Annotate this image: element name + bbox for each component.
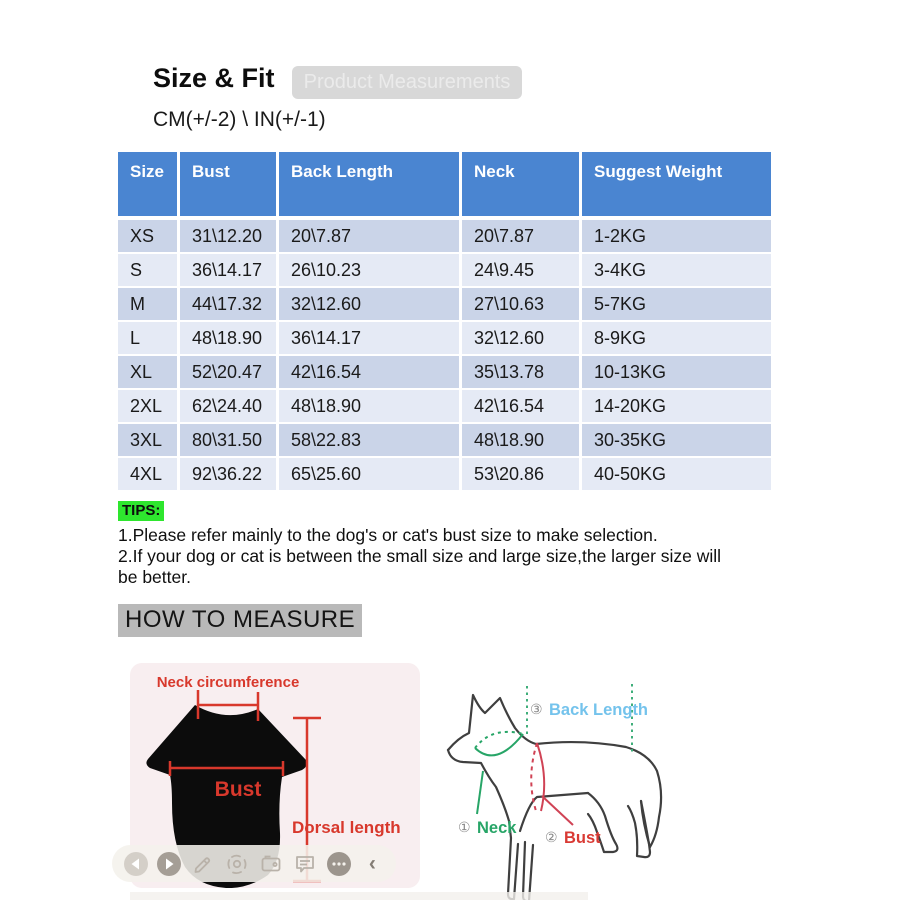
size-table [118,152,774,492]
cell: 20\7.87 [462,220,582,254]
tip-line: be better. [118,567,191,587]
cell: 65\25.60 [279,458,462,492]
play-icon [156,851,182,877]
cell: 44\17.32 [180,288,279,322]
cell: XS [118,220,180,254]
cell: 32\12.60 [462,322,582,356]
comment-button[interactable] [291,850,318,877]
bust-annotation [531,743,573,825]
play-button[interactable] [156,850,183,877]
table-header-row [118,152,774,220]
product-measurements-badge: Product Measurements [292,66,522,99]
edit-pencil-icon [191,852,215,876]
dog-measure-figure [430,668,760,900]
cell: 35\13.78 [462,356,582,390]
cell: S [118,254,180,288]
col-size: Size [118,152,180,220]
col-suggest-weight: Suggest Weight [582,152,774,220]
how-to-measure-heading: HOW TO MEASURE [118,604,362,637]
col-neck: Neck [462,152,582,220]
cell: 20\7.87 [279,220,462,254]
media-toolbar [112,845,396,882]
cell: 10-13KG [582,356,774,390]
cell: 58\22.83 [279,424,462,458]
cell: 48\18.90 [180,322,279,356]
previous-button[interactable] [122,850,149,877]
bottom-strip [130,892,588,900]
cell: 3-4KG [582,254,774,288]
cell: 27\10.63 [462,288,582,322]
table-row [118,220,774,254]
bust-label: Bust [214,778,262,801]
cell: 3XL [118,424,180,458]
neck-annotation [475,732,523,814]
cell: XL [118,356,180,390]
table-row [118,288,774,322]
table-row [118,322,774,356]
tips-label: TIPS: [118,501,164,521]
cell: 8-9KG [582,322,774,356]
dog-diagram-svg [430,668,760,900]
cell: 40-50KG [582,458,774,492]
table-row [118,424,774,458]
cell: 48\18.90 [279,390,462,424]
cell: 31\12.20 [180,220,279,254]
cell: 2XL [118,390,180,424]
cell: 14-20KG [582,390,774,424]
cell: 42\16.54 [279,356,462,390]
cell: 92\36.22 [180,458,279,492]
cell: 42\16.54 [462,390,582,424]
table-row [118,356,774,390]
comment-icon [293,852,317,876]
back-length-number: ③ [530,701,543,717]
chevron-left-icon: ‹ [368,852,376,875]
cell: 62\24.40 [180,390,279,424]
unit-note: CM(+/-2) \ IN(+/-1) [153,108,326,131]
cell: M [118,288,180,322]
cell: 30-35KG [582,424,774,458]
collapse-button[interactable] [359,850,386,877]
tip-line: 2.If your dog or cat is between the small size and large size,the larger size will [118,546,722,566]
table-row [118,390,774,424]
cell: 1-2KG [582,220,774,254]
previous-icon [123,851,149,877]
back-length-label: Back Length [549,701,649,719]
more-ellipsis-icon [326,851,352,877]
dorsal-length-label: Dorsal length [292,818,401,837]
cell: L [118,322,180,356]
cell: 24\9.45 [462,254,582,288]
cell: 26\10.23 [279,254,462,288]
cell: 5-7KG [582,288,774,322]
bust-number: ② [545,829,558,845]
cell: 32\12.60 [279,288,462,322]
neck-number: ① [458,819,471,835]
cell: 36\14.17 [180,254,279,288]
cell: 52\20.47 [180,356,279,390]
table-row [118,254,774,288]
cell: 36\14.17 [279,322,462,356]
screenshot-icon [259,852,283,876]
col-bust: Bust [180,152,279,220]
screenshot-button[interactable] [257,850,284,877]
neck-label: Neck [477,819,517,837]
dog-bust-label: Bust [564,829,601,847]
spread-icon [225,852,249,876]
cell: 80\31.50 [180,424,279,458]
tip-line: 1.Please refer mainly to the dog's or cat's bust size to make selection. [118,525,658,545]
table-row [118,458,774,492]
neck-circumference-label: Neck circumference [156,674,300,691]
cell: 48\18.90 [462,424,582,458]
more-button[interactable] [325,850,352,877]
col-back-length: Back Length [279,152,462,220]
edit-button[interactable] [190,850,217,877]
page-title: Size & Fit [153,63,275,93]
spread-button[interactable] [224,850,251,877]
cell: 4XL [118,458,180,492]
cell: 53\20.86 [462,458,582,492]
